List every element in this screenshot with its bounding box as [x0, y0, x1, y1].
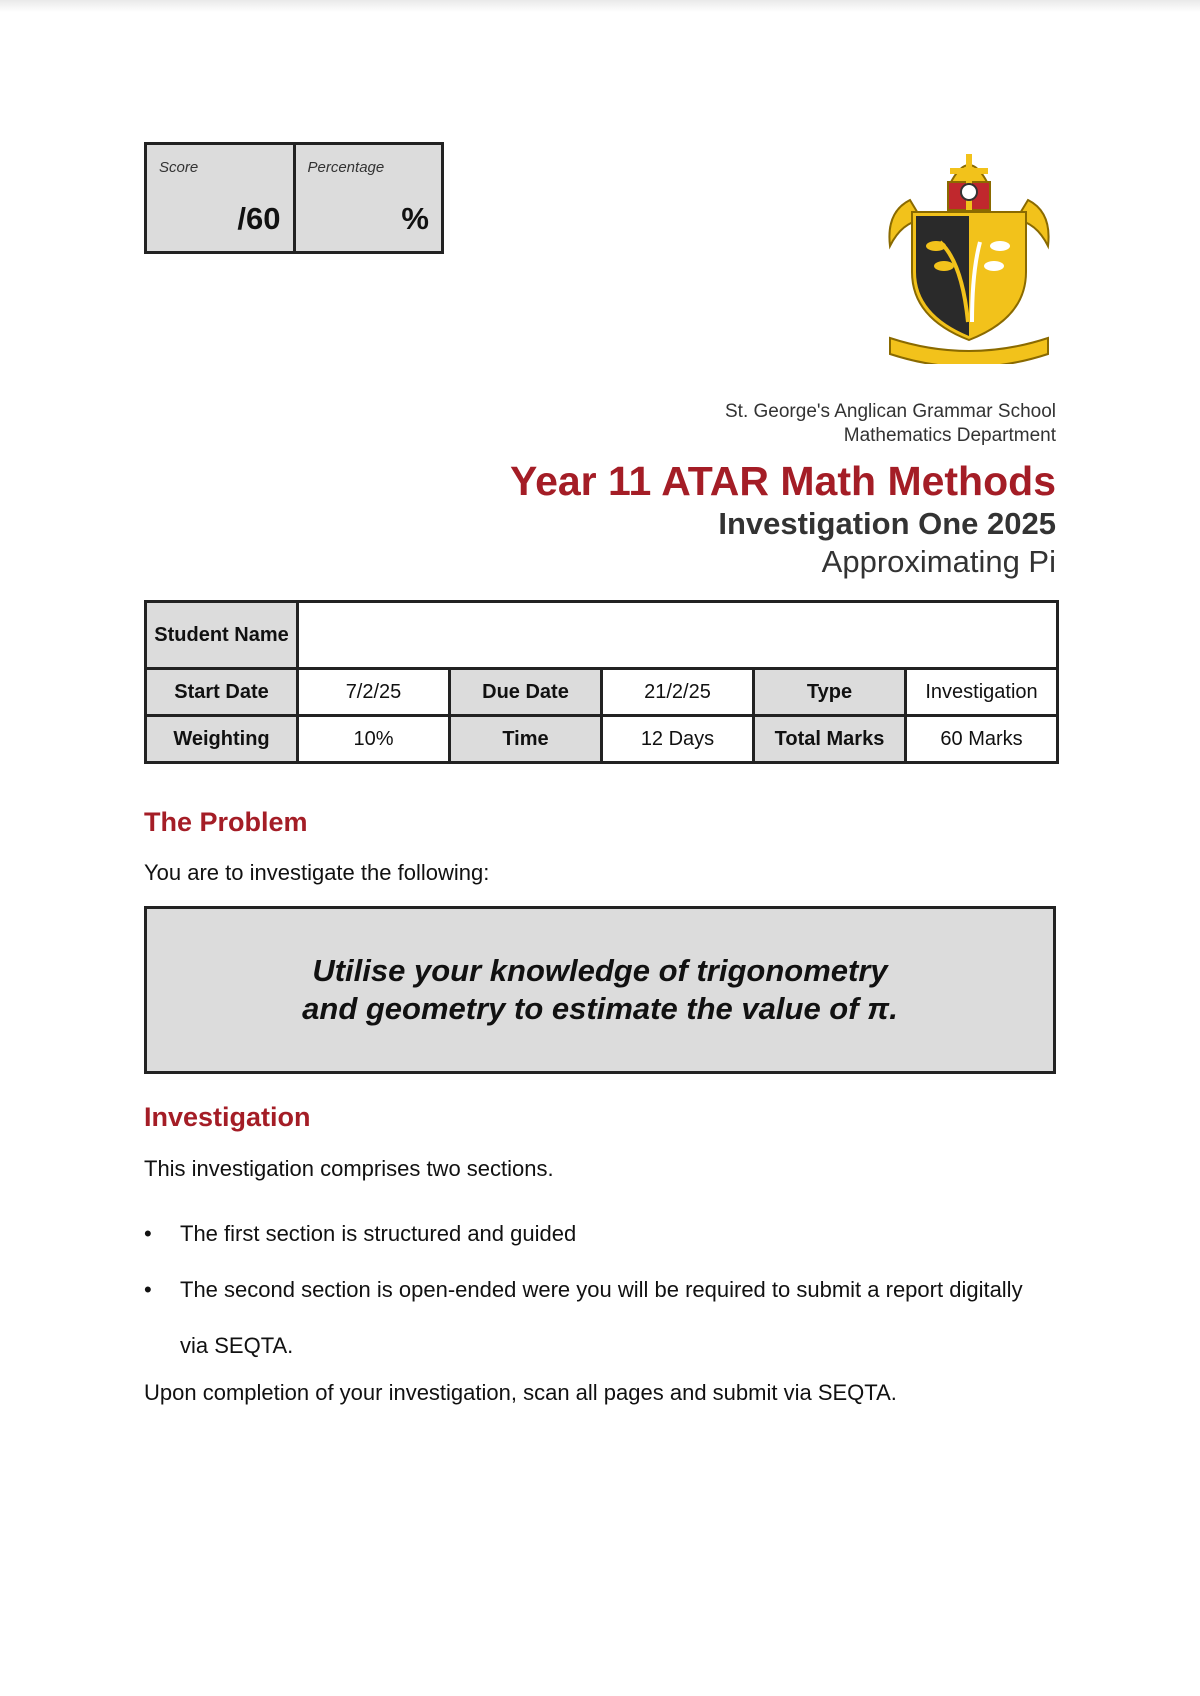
- score-cell: [147, 145, 293, 251]
- weighting-row: [146, 716, 1058, 763]
- percentage-value: %: [401, 201, 429, 236]
- weighting-label: Weighting: [146, 716, 298, 763]
- student-name-row: [146, 602, 1058, 669]
- total-marks-value: 60 Marks: [906, 716, 1058, 763]
- time-label: Time: [450, 716, 602, 763]
- type-value: Investigation: [906, 669, 1058, 716]
- score-value: /60: [237, 201, 281, 236]
- score-label: Score: [159, 159, 199, 176]
- topic-title: Approximating Pi: [821, 544, 1056, 579]
- type-label: Type: [754, 669, 906, 716]
- total-marks-label: Total Marks: [754, 716, 906, 763]
- page-top-shadow: [0, 0, 1200, 12]
- percentage-label: Percentage: [307, 159, 385, 176]
- school-name: St. George's Anglican Grammar School: [725, 401, 1056, 422]
- dates-row: [146, 669, 1058, 716]
- percentage-cell: [293, 145, 442, 251]
- start-date-label: Start Date: [146, 669, 298, 716]
- investigation-closing: Upon completion of your investigation, scan all pages and submit via SEQTA.: [144, 1380, 897, 1405]
- due-date-label: Due Date: [450, 669, 602, 716]
- score-box: [144, 142, 444, 254]
- weighting-value: 10%: [298, 716, 450, 763]
- assessment-title: Investigation One 2025: [718, 506, 1056, 541]
- problem-statement-line2: and geometry to estimate the value of π.: [302, 991, 898, 1026]
- course-title: Year 11 ATAR Math Methods: [509, 458, 1056, 504]
- school-info: [725, 400, 1056, 448]
- department-name: Mathematics Department: [843, 425, 1056, 446]
- start-date-value: 7/2/25: [298, 669, 450, 716]
- school-crest-icon: [880, 142, 1058, 364]
- problem-heading: The Problem: [144, 807, 308, 837]
- due-date-value: 21/2/25: [602, 669, 754, 716]
- student-name-label: Student Name: [146, 602, 298, 669]
- assessment-details-table: [144, 600, 1059, 764]
- investigation-bullet-list: [144, 1206, 1056, 1374]
- problem-statement-box: [144, 906, 1056, 1074]
- list-item: • The second section is open-ended were you will be required to submit a report digitally via SEQTA.: [144, 1262, 1056, 1374]
- investigation-heading: Investigation: [144, 1102, 311, 1132]
- investigation-intro: This investigation comprises two sections.: [144, 1156, 554, 1181]
- time-value: 12 Days: [602, 716, 754, 763]
- problem-intro: You are to investigate the following:: [144, 860, 490, 885]
- student-name-field[interactable]: [298, 602, 1058, 669]
- problem-statement-line1: Utilise your knowledge of trigonometry: [312, 953, 888, 988]
- list-item: • The first section is structured and guided: [144, 1206, 1056, 1262]
